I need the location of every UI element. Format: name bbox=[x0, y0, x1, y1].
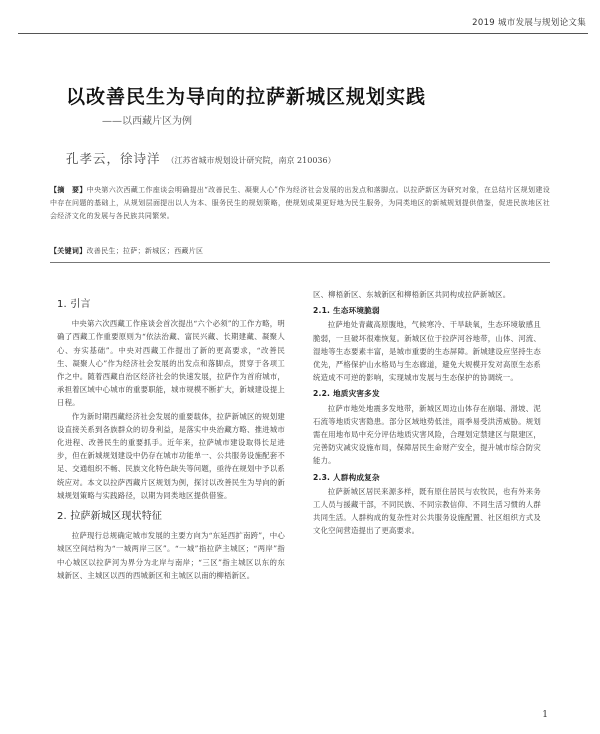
abstract bbox=[50, 183, 550, 223]
abstract-label: 【摘 要】 bbox=[50, 185, 87, 194]
right-column bbox=[313, 288, 541, 538]
author-line bbox=[66, 149, 336, 167]
page-number: 1 bbox=[542, 710, 548, 720]
header-rule bbox=[18, 33, 588, 34]
paragraph: 区、柳梧新区、东城新区和柳梧新区共同构成拉萨新城区。 bbox=[313, 290, 511, 299]
author-affiliation: （江苏省城市规划设计研究院，南京 210036） bbox=[166, 156, 336, 165]
paper-title: 以改善民生为导向的拉萨新城区规划实践 bbox=[66, 86, 427, 108]
paragraph: 拉萨现行总规确定城市发展的主要方向为“东延西扩南跨”，中心城区空间结构为“一城两岸三区”。“一城”指拉萨主城区；“两岸”指中心城区以拉萨河为界分为北岸与南岸；“三区”指主城区以东的东城新区、主城区以西的西城新区和主城区以南的柳梧新区。 bbox=[57, 531, 285, 580]
abstract-separator bbox=[50, 262, 550, 263]
keywords bbox=[50, 246, 550, 256]
author-names: 孔孝云，徐诗洋 bbox=[66, 151, 161, 166]
paper-subtitle: ——以西藏片区为例 bbox=[102, 116, 192, 127]
subsection-heading: 2.2. 地质灾害多发 bbox=[313, 389, 380, 399]
running-header: 2019 城市发展与规划论文集 bbox=[472, 18, 586, 28]
paragraph: 拉萨市地处地震多发地带，新城区周边山体存在崩塌、滑坡、泥石流等地质灾害隐患。部分区域地势低洼，雨季易受洪涝威胁。规划需在用地布局中充分评估地质灾害风险，合理划定禁建区与限建区，完善防灾减灾设施布局，保障居民生命财产安全，提升城市综合防灾能力。 bbox=[313, 403, 541, 466]
left-column bbox=[57, 296, 285, 582]
subsection-heading: 2.1. 生态环境脆弱 bbox=[313, 306, 380, 316]
paragraph: 拉萨新城区居民来源多样，既有原住居民与农牧民，也有外来务工人员与援藏干部，不同民族、不同宗教信仰、不同生活习惯的人群共同生活。人群构成的复杂性对公共服务设施配置、社区组织方式及文化空间营造提出了更高要求。 bbox=[313, 486, 541, 536]
section-heading: 1. 引言 bbox=[57, 299, 91, 310]
keywords-label: 【关键词】 bbox=[50, 246, 87, 255]
paragraph: 中央第六次西藏工作座谈会首次提出“六个必须”的工作方略，明确了西藏工作重要原则为“依法治藏、富民兴藏、长期建藏、凝聚人心、夯实基础”。中央对西藏工作提出了新的更高要求，“改善民生、凝聚人心”作为经济社会发展的出发点和落脚点，贯穿于各项工作之中。随着西藏自治区经济社会的快速发展，拉萨作为首府城市，承担着区域中心城市的重要职能，城市规模不断扩大，新城建设提上日程。 bbox=[57, 319, 285, 408]
keywords-text: 改善民生；拉萨；新城区；西藏片区 bbox=[86, 247, 204, 255]
paragraph: 拉萨地处青藏高原腹地，气候寒冷、干旱缺氧，生态环境敏感且脆弱，一旦破坏很难恢复。新城区位于拉萨河谷地带，山体、河流、湿地等生态要素丰富，是城市重要的生态屏障。新城建设应坚持生态优先，严格保护山水格局与生态廊道，避免大规模开发对高原生态系统造成不可逆的影响，实现城市发展与生态保护的协调统一。 bbox=[313, 320, 541, 383]
paragraph: 作为新时期西藏经济社会发展的重要载体，拉萨新城区的规划建设直接关系到各族群众的切身利益，是落实中央治藏方略、推进城市化进程、改善民生的重要抓手。近年来，拉萨城市建设取得长足进步，但在新城规划建设中仍存在城市功能单一、公共服务设施配套不足、交通组织不畅、民族文化特色缺失等问题，亟待在规划中予以系统应对。本文以拉萨西藏片区规划为例，探讨以改善民生为导向的新城规划策略与实践路径，以期为同类地区提供借鉴。 bbox=[57, 411, 285, 500]
abstract-text: 中央第六次西藏工作座谈会明确提出“改善民生、凝聚人心”作为经济社会发展的出发点和落脚点。以拉萨新区为研究对象，在总结片区规划建设中存在问题的基础上，从规划层面提出以人为本、服务民生的规划策略，使规划成果更好地为民生服务，为同类地区的新城规划提供借鉴，促进民族地区社会经济文化的发展与各民族共同繁荣。 bbox=[50, 186, 550, 220]
subsection-heading: 2.3. 人群构成复杂 bbox=[313, 472, 380, 482]
section-heading: 2. 拉萨新城区现状特征 bbox=[57, 511, 163, 523]
